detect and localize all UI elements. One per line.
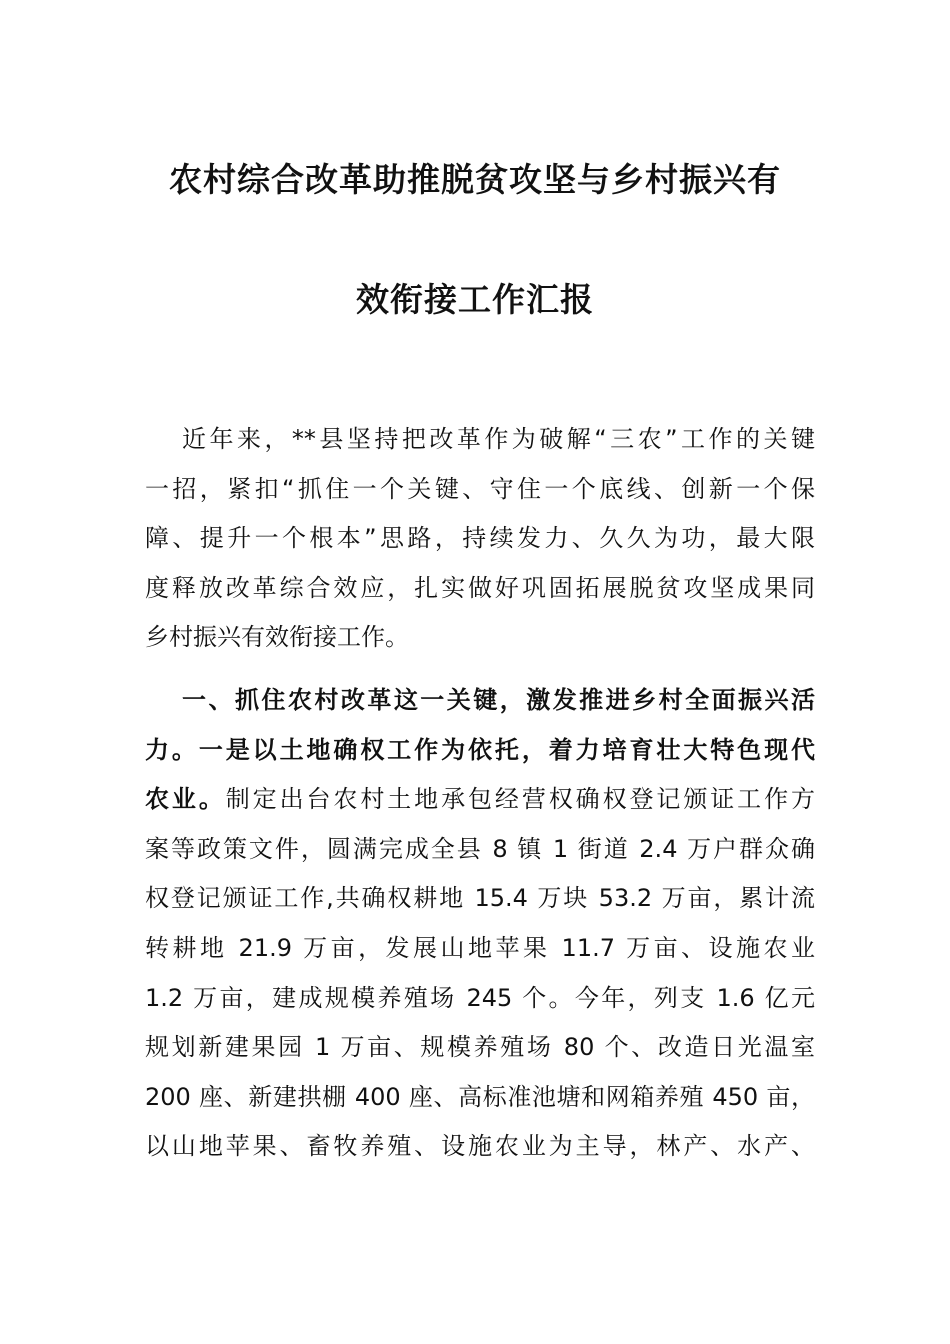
paragraph-line: 以山地苹果、畜牧养殖、设施农业为主导，林产、水产、 [145,1132,815,1161]
paragraph-line: 度释放改革综合效应，扎实做好巩固拓展脱贫攻坚成果同 [145,573,815,602]
paragraph-line: 乡村振兴有效衔接工作。 [145,623,409,652]
paragraph-line: 200 座、新建拱棚 400 座、高标准池塘和网箱养殖 450 亩， [145,1082,815,1111]
section-heading-line: 力。一是以土地确权工作为依托，着力培育壮大特色现代 [145,735,815,764]
paragraph-line: 权登记颁证工作,共确权耕地 15.4 万块 53.2 万亩，累计流 [145,884,815,913]
document-title-line-1: 农村综合改革助推脱贫攻坚与乡村振兴有 [169,160,781,199]
paragraph-line: 规划新建果园 1 万亩、规模养殖场 80 个、改造日光温室 [145,1033,815,1062]
paragraph-intro [145,415,815,663]
paragraph-line: 障、提升一个根本”思路，持续发力、久久为功，最大限 [145,524,815,553]
paragraph-line: 近年来，**县坚持把改革作为破解“三农”工作的关键 [182,425,815,453]
paragraph-section-one [145,676,815,1172]
paragraph-line: 1.2 万亩，建成规模养殖场 245 个。今年，列支 1.6 亿元 [145,983,815,1012]
document-title-line-2: 效衔接工作汇报 [356,280,594,319]
paragraph-line: 转耕地 21.9 万亩，发展山地苹果 11.7 万亩、设施农业 [145,933,815,962]
paragraph-text: 制定出台农村土地承包经营权确权登记颁证工作方 [225,785,815,814]
paragraph-line: 案等政策文件，圆满完成全县 8 镇 1 街道 2.4 万户群众确 [145,834,815,863]
paragraph-line: 一招，紧扣“抓住一个关键、守住一个底线、创新一个保 [145,474,815,503]
section-heading-line: 一、抓住农村改革这一关键，激发推进乡村全面振兴活 [182,686,815,714]
paragraph-line-mixed [145,775,815,825]
subheading-text: 农业。 [145,785,226,814]
